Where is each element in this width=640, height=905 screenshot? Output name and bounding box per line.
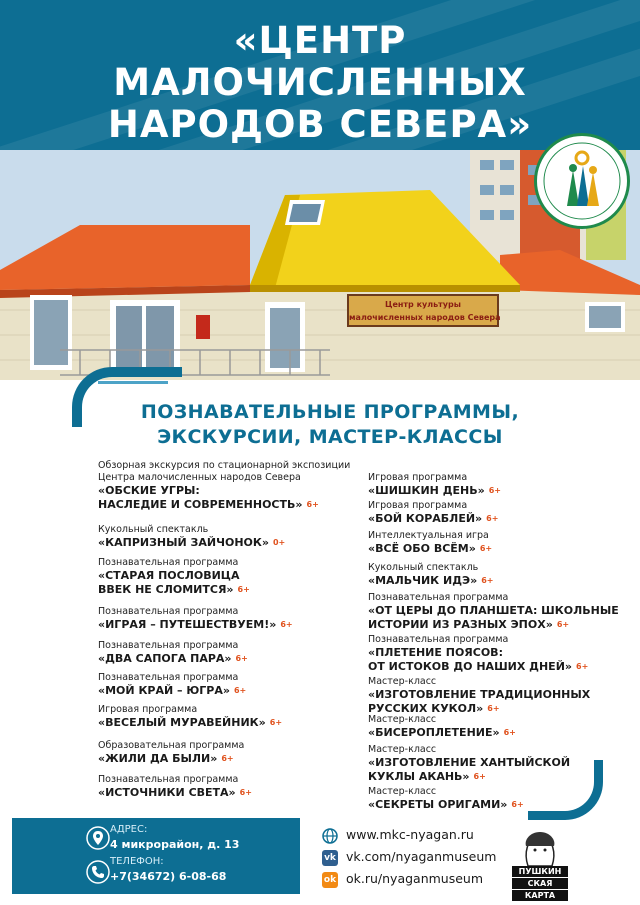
- program-type-line: Интеллектуальная игра: [368, 530, 489, 541]
- program-name-line: ИСТОРИИ ИЗ РАЗНЫХ ЭПОХ»: [368, 618, 553, 631]
- program-item: [98, 524, 368, 550]
- program-item: [368, 744, 630, 784]
- program-name-line: «ШИШКИН ДЕНЬ»: [368, 484, 485, 497]
- page-title: [0, 20, 640, 146]
- program-item: [368, 472, 630, 498]
- program-type-line: Мастер-класс: [368, 676, 437, 687]
- age-badge: 6+: [556, 620, 570, 629]
- program-item: [98, 460, 368, 512]
- age-badge: 6+: [237, 585, 250, 594]
- location-pin-icon: [86, 826, 110, 850]
- program-item: [368, 676, 630, 716]
- program-name: [98, 484, 368, 512]
- website-text: www.mkc-nyagan.ru: [346, 827, 474, 842]
- program-type: [98, 460, 368, 484]
- pushkin-card-line: КАРТА: [512, 890, 568, 901]
- age-badge: 6+: [280, 620, 293, 629]
- program-name-line: «МАЛЬЧИК ИДЭ»: [368, 574, 478, 587]
- age-badge: 6+: [473, 772, 486, 781]
- phone-value[interactable]: +7(34672) 6-08-68: [110, 870, 227, 883]
- phone-label: ТЕЛЕФОН:: [110, 856, 164, 867]
- age-badge: 6+: [481, 576, 494, 585]
- program-type-line: Образовательная программа: [98, 740, 245, 751]
- program-name-line: «КАПРИЗНЫЙ ЗАЙЧОНОК»: [98, 536, 269, 549]
- program-type-line: Мастер-класс: [368, 744, 437, 755]
- program-name-line: «ИСТОЧНИКИ СВЕТА»: [98, 786, 236, 799]
- program-name-line: ВВЕК НЕ СЛОМИТСЯ»: [98, 583, 234, 596]
- program-name-line: «ИЗГОТОВЛЕНИЕ ХАНТЫЙСКОЙ: [368, 756, 571, 769]
- program-type-line: Познавательная программа: [98, 557, 239, 568]
- address-label: АДРЕС:: [110, 824, 148, 835]
- program-name-line: «СТАРАЯ ПОСЛОВИЦА: [98, 569, 240, 582]
- title-line: НАРОДОВ СЕВЕРА»: [107, 103, 533, 146]
- program-type-line: Познавательная программа: [98, 640, 239, 651]
- program-name-line: «ИГРАЯ – ПУТЕШЕСТВУЕМ!»: [98, 618, 277, 631]
- program-name-line: «ДВА САПОГА ПАРА»: [98, 652, 232, 665]
- program-item: [368, 634, 630, 674]
- age-badge: 6+: [239, 788, 252, 797]
- age-badge: 6+: [233, 686, 247, 695]
- vk-text: vk.com/nyaganmuseum: [346, 849, 497, 864]
- program-type-line: Обзорная экскурсия по стационарной экспозиции: [98, 460, 351, 471]
- age-badge: 6+: [479, 544, 493, 553]
- program-item: [98, 606, 368, 632]
- age-badge: 6+: [487, 704, 500, 713]
- program-item: [98, 774, 368, 800]
- program-name-line: НАСЛЕДИЕ И СОВРЕМЕННОСТЬ»: [98, 498, 303, 511]
- program-type-line: Игровая программа: [368, 472, 468, 483]
- program-name-line: «ЖИЛИ ДА БЫЛИ»: [98, 752, 218, 765]
- program-name-line: «БИСЕРОПЛЕТЕНИЕ»: [368, 726, 500, 739]
- age-badge: 6+: [503, 728, 516, 737]
- program-name-line: «СЕКРЕТЫ ОРИГАМИ»: [368, 798, 508, 811]
- age-badge: 6+: [269, 718, 283, 727]
- pushkin-card-badge: [512, 866, 568, 902]
- program-item: [98, 704, 368, 730]
- program-type-line: Кукольный спектакль: [368, 562, 479, 573]
- title-line: МАЛОЧИСЛЕННЫХ: [113, 61, 527, 104]
- vk-icon: vk: [322, 850, 338, 866]
- organization-logo: [534, 133, 630, 229]
- sign-line: Центр культуры: [385, 300, 461, 309]
- program-item: [98, 740, 368, 766]
- section-title: [40, 400, 620, 450]
- program-item: [368, 562, 630, 588]
- program-name-line: «ВСЁ ОБО ВСЁМ»: [368, 542, 476, 555]
- program-name-line: «БОЙ КОРАБЛЕЙ»: [368, 512, 483, 525]
- ok-text: ok.ru/nyaganmuseum: [346, 871, 484, 886]
- age-badge: 6+: [511, 800, 524, 809]
- pushkin-card-line: СКАЯ: [512, 878, 568, 889]
- program-item: [368, 714, 630, 740]
- program-name-line: «ОБСКИЕ УГРЫ:: [98, 484, 200, 497]
- program-item: [368, 500, 630, 526]
- program-name-line: «МОЙ КРАЙ – ЮГРА»: [98, 684, 230, 697]
- program-type-line: Познавательная программа: [98, 774, 239, 785]
- section-title-line: ПОЗНАВАТЕЛЬНЫЕ ПРОГРАММЫ,: [140, 401, 520, 423]
- program-name-line: «ВЕСЕЛЫЙ МУРАВЕЙНИК»: [98, 716, 266, 729]
- program-type-line: Центра малочисленных народов Севера: [98, 472, 301, 483]
- address-value: 4 микрорайон, д. 13: [110, 838, 240, 851]
- globe-icon: [322, 828, 338, 844]
- program-item: [98, 672, 368, 698]
- pushkin-card-line: ПУШКИН: [512, 866, 568, 877]
- age-badge: 6+: [576, 662, 589, 671]
- section-title-line: ЭКСКУРСИИ, МАСТЕР-КЛАССЫ: [157, 426, 503, 448]
- program-type-line: Познавательная программа: [368, 592, 509, 603]
- program-type-line: Игровая программа: [98, 704, 198, 715]
- program-type-line: Познавательная программа: [98, 606, 239, 617]
- program-name-line: ОТ ИСТОКОВ ДО НАШИХ ДНЕЙ»: [368, 660, 573, 673]
- age-badge: 6+: [488, 486, 502, 495]
- age-badge: 6+: [306, 500, 319, 509]
- program-item: [98, 640, 368, 666]
- program-type-line: Познавательная программа: [368, 634, 509, 645]
- phone-icon: [86, 860, 110, 884]
- program-name-line: «ИЗГОТОВЛЕНИЕ ТРАДИЦИОННЫХ: [368, 688, 591, 701]
- age-badge: 0+: [272, 538, 286, 547]
- building-sign: [347, 294, 499, 327]
- program-name-line: «ПЛЕТЕНИЕ ПОЯСОВ:: [368, 646, 503, 659]
- sign-line: малочисленных народов Севера: [349, 313, 501, 322]
- program-type-line: Мастер-класс: [368, 714, 437, 725]
- title-line: «ЦЕНТР: [233, 19, 407, 62]
- ok-icon: ok: [322, 872, 338, 888]
- age-badge: 6+: [486, 514, 499, 523]
- program-name-line: КУКЛЫ АКАНЬ»: [368, 770, 470, 783]
- age-badge: 6+: [221, 754, 234, 763]
- program-item: [368, 786, 630, 812]
- program-name-line: «ОТ ЦЕРЫ ДО ПЛАНШЕТА: ШКОЛЬНЫЕ: [368, 604, 619, 617]
- program-type-line: Мастер-класс: [368, 786, 437, 797]
- decor-line: [98, 381, 168, 384]
- program-item: [98, 557, 368, 597]
- age-badge: 6+: [235, 654, 248, 663]
- program-type-line: Игровая программа: [368, 500, 468, 511]
- logo-emblem-icon: [537, 136, 627, 226]
- program-type-line: Кукольный спектакль: [98, 524, 209, 535]
- program-name-line: РУССКИХ КУКОЛ»: [368, 702, 484, 715]
- program-item: [368, 530, 630, 556]
- program-type-line: Познавательная программа: [98, 672, 239, 683]
- program-item: [368, 592, 630, 632]
